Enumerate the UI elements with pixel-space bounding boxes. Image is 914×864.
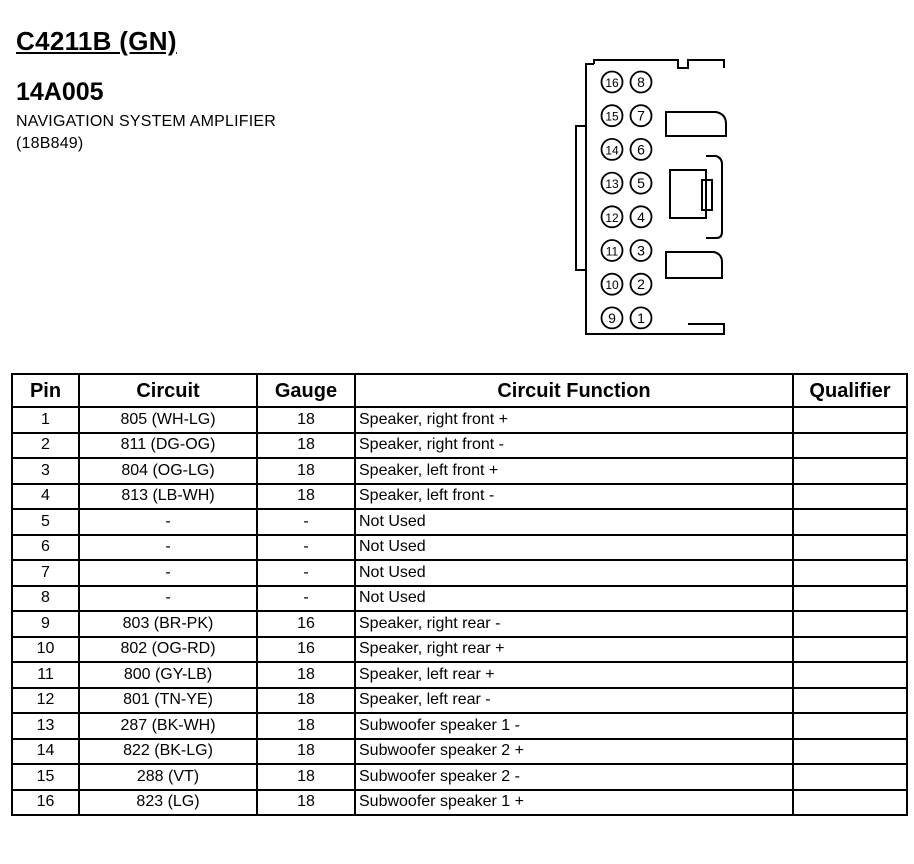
qualifier-cell	[793, 509, 907, 535]
pin-number: 8	[637, 74, 645, 90]
col-header-pin: Pin	[12, 374, 79, 407]
connector-pin	[631, 206, 652, 227]
connector-pin	[602, 139, 623, 160]
pin-cell: 2	[12, 433, 79, 459]
circuit-cell: 822 (BK-LG)	[79, 739, 257, 765]
gauge-cell: -	[257, 535, 355, 561]
function-cell: Speaker, left front +	[355, 458, 793, 484]
qualifier-cell	[793, 713, 907, 739]
pin-number: 7	[637, 107, 645, 124]
function-cell: Speaker, left rear +	[355, 662, 793, 688]
function-cell: Subwoofer speaker 2 +	[355, 739, 793, 765]
col-header-circuit: Circuit	[79, 374, 257, 407]
qualifier-cell	[793, 739, 907, 765]
pin-number: 6	[637, 141, 645, 158]
table-row	[12, 637, 907, 663]
pin-number: 12	[605, 210, 619, 225]
pin-cell: 10	[12, 637, 79, 663]
table-row	[12, 790, 907, 816]
circuit-cell: 803 (BR-PK)	[79, 611, 257, 637]
connector-pin	[631, 105, 652, 126]
pin-column-left	[602, 72, 623, 329]
pin-number: 14	[605, 143, 619, 158]
qualifier-cell	[793, 484, 907, 510]
circuit-cell: 813 (LB-WH)	[79, 484, 257, 510]
table-row	[12, 586, 907, 612]
pin-cell: 12	[12, 688, 79, 714]
circuit-cell: -	[79, 586, 257, 612]
table-row	[12, 688, 907, 714]
circuit-cell: 801 (TN-YE)	[79, 688, 257, 714]
pin-column-right	[631, 72, 652, 329]
part-number: 14A005	[16, 78, 104, 106]
qualifier-cell	[793, 560, 907, 586]
connector-pin	[631, 173, 652, 194]
pin-number: 10	[605, 278, 619, 293]
pin-number: 5	[637, 175, 645, 192]
pin-number: 11	[605, 244, 619, 259]
gauge-cell: 18	[257, 713, 355, 739]
qualifier-cell	[793, 535, 907, 561]
table-row	[12, 433, 907, 459]
connector-pin	[631, 72, 652, 93]
qualifier-cell	[793, 586, 907, 612]
function-cell: Speaker, right front +	[355, 407, 793, 433]
connector-pin	[602, 274, 623, 295]
table-row	[12, 407, 907, 433]
qualifier-cell	[793, 764, 907, 790]
gauge-cell: 18	[257, 739, 355, 765]
gauge-cell: -	[257, 509, 355, 535]
function-cell: Subwoofer speaker 2 -	[355, 764, 793, 790]
circuit-cell: -	[79, 560, 257, 586]
component-description: NAVIGATION SYSTEM AMPLIFIER	[16, 113, 276, 130]
connector-pin	[631, 307, 652, 328]
gauge-cell: 18	[257, 407, 355, 433]
gauge-cell: -	[257, 560, 355, 586]
qualifier-cell	[793, 790, 907, 816]
pin-cell: 7	[12, 560, 79, 586]
connector-pin	[631, 139, 652, 160]
qualifier-cell	[793, 637, 907, 663]
circuit-cell: 287 (BK-WH)	[79, 713, 257, 739]
connector-pin	[602, 72, 623, 93]
table-row	[12, 458, 907, 484]
table-row	[12, 611, 907, 637]
table-row	[12, 764, 907, 790]
pin-cell: 1	[12, 407, 79, 433]
pin-number: 16	[605, 76, 619, 90]
qualifier-cell	[793, 458, 907, 484]
table-row	[12, 484, 907, 510]
component-reference: (18B849)	[16, 135, 84, 152]
pin-number: 13	[605, 177, 619, 192]
connector-id: C4211B (GN)	[16, 26, 177, 56]
gauge-cell: 16	[257, 637, 355, 663]
qualifier-cell	[793, 407, 907, 433]
connector-pin	[602, 105, 623, 126]
circuit-cell: -	[79, 509, 257, 535]
gauge-cell: 18	[257, 662, 355, 688]
table-row	[12, 713, 907, 739]
circuit-cell: -	[79, 535, 257, 561]
function-cell: Not Used	[355, 509, 793, 535]
pin-number: 9	[608, 309, 616, 326]
function-cell: Not Used	[355, 586, 793, 612]
connector-pin	[602, 173, 623, 194]
pin-cell: 11	[12, 662, 79, 688]
circuit-cell: 804 (OG-LG)	[79, 458, 257, 484]
circuit-cell: 802 (OG-RD)	[79, 637, 257, 663]
circuit-cell: 800 (GY-LB)	[79, 662, 257, 688]
pin-cell: 14	[12, 739, 79, 765]
gauge-cell: -	[257, 586, 355, 612]
pin-number: 3	[637, 242, 645, 259]
connector-face-diagram	[566, 52, 736, 342]
circuit-cell: 805 (WH-LG)	[79, 407, 257, 433]
pin-cell: 15	[12, 764, 79, 790]
function-cell: Not Used	[355, 560, 793, 586]
gauge-cell: 18	[257, 790, 355, 816]
gauge-cell: 16	[257, 611, 355, 637]
qualifier-cell	[793, 662, 907, 688]
table-row	[12, 535, 907, 561]
pin-cell: 13	[12, 713, 79, 739]
function-cell: Speaker, left front -	[355, 484, 793, 510]
pin-cell: 9	[12, 611, 79, 637]
connector-pin	[631, 240, 652, 261]
connector-pin	[602, 307, 623, 328]
circuit-cell: 811 (DG-OG)	[79, 433, 257, 459]
function-cell: Subwoofer speaker 1 -	[355, 713, 793, 739]
connector-housing	[576, 60, 726, 334]
function-cell: Not Used	[355, 535, 793, 561]
connector-pin	[602, 206, 623, 227]
gauge-cell: 18	[257, 484, 355, 510]
qualifier-cell	[793, 433, 907, 459]
pin-number: 4	[637, 208, 645, 225]
connector-pin	[602, 240, 623, 261]
pin-cell: 6	[12, 535, 79, 561]
pin-cell: 3	[12, 458, 79, 484]
col-header-function: Circuit Function	[355, 374, 793, 407]
pin-cell: 16	[12, 790, 79, 816]
function-cell: Speaker, left rear -	[355, 688, 793, 714]
col-header-gauge: Gauge	[257, 374, 355, 407]
gauge-cell: 18	[257, 458, 355, 484]
pin-number: 1	[637, 309, 645, 326]
function-cell: Subwoofer speaker 1 +	[355, 790, 793, 816]
pin-cell: 8	[12, 586, 79, 612]
function-cell: Speaker, right rear -	[355, 611, 793, 637]
function-cell: Speaker, right front -	[355, 433, 793, 459]
table-row	[12, 509, 907, 535]
gauge-cell: 18	[257, 688, 355, 714]
pin-cell: 5	[12, 509, 79, 535]
circuit-cell: 823 (LG)	[79, 790, 257, 816]
table-row	[12, 560, 907, 586]
qualifier-cell	[793, 611, 907, 637]
table-row	[12, 662, 907, 688]
table-header-row	[12, 374, 907, 407]
function-cell: Speaker, right rear +	[355, 637, 793, 663]
pin-table	[11, 373, 908, 816]
col-header-qualifier: Qualifier	[793, 374, 907, 407]
gauge-cell: 18	[257, 433, 355, 459]
pin-number: 15	[605, 109, 619, 124]
qualifier-cell	[793, 688, 907, 714]
pin-number: 2	[637, 276, 645, 293]
gauge-cell: 18	[257, 764, 355, 790]
connector-pin	[631, 274, 652, 295]
pin-cell: 4	[12, 484, 79, 510]
circuit-cell: 288 (VT)	[79, 764, 257, 790]
table-row	[12, 739, 907, 765]
